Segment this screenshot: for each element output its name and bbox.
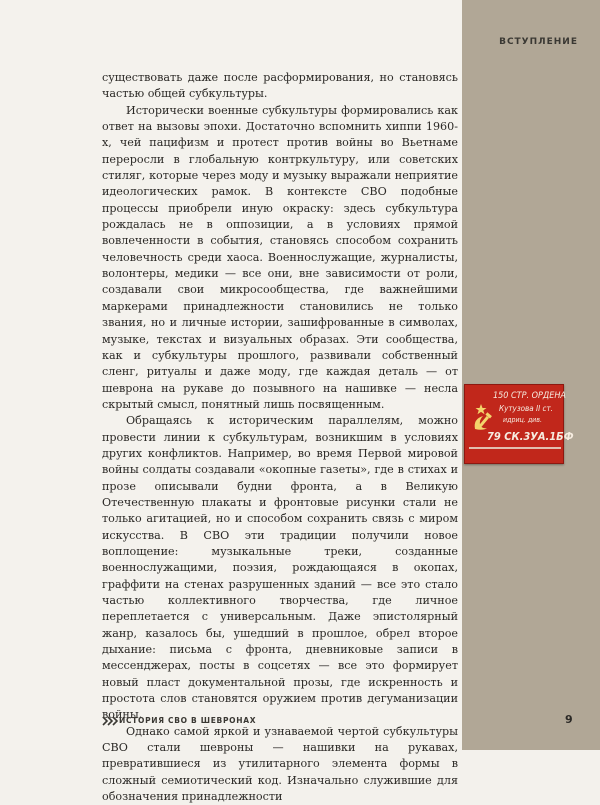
running-title: ИСТОРИЯ СВО В ШЕВРОНАХ (119, 716, 257, 725)
page-number: 9 (565, 713, 573, 726)
hammer-sickle-star-icon (469, 403, 499, 433)
section-label: ВСТУПЛЕНИЕ (499, 37, 578, 47)
paragraph-3: Обращаясь к историческим параллелям, можно провести линии к субкультурам, возникшим в условиях других конфликтов. Например, во время Первой мировой войны солдаты создавали «окопные газеты», где в стихах и прозе описывали будни фронта, а в Великую Отечественную плакаты и фронтовые рисунки стали не только агитацией, но и способом сохранить связь с миром искусства. В СВО эти традиции получили новое воплощение: музыкальные треки, созданные военнослужащими, поэзия, рождающаяся в окопах, граффити на стенах разрушенных зданий — все это стало частью коллективного творчества, где личное переплетается с универсальным. Даже эпистолярный жанр, казалось бы, ушедший в прошлое, обрел второе дыхание: письма с фронта, дневниковые записи в мессенджерах, посты в соцсетях — все это формирует новый пласт документальной прозы, где искренность и простота слов становятся оружием против дегуманизации войны. (102, 414, 458, 722)
banner-text-line-2: Кутузова II ст. (499, 404, 553, 413)
banner-fringe (469, 447, 561, 449)
banner-text-line-1: 150 СТР. ОРДЕНА (493, 391, 566, 401)
body-text (102, 70, 458, 805)
banner-text-line-3: идриц. див. (503, 416, 542, 424)
paragraph-2: Исторически военные субкультуры формировались как ответ на вызовы эпохи. Достаточно вспомнить хиппи 1960-х, чей пацифизм и протест против войны во Вьетнаме переросли в глобальную контркультуру, или советских стиляг, которые через моду и музыку выражали неприятие идеологических рамок. В контексте СВО подобные процессы приобрели иную окраску: здесь субкультура рождалась не в оппозиции, а в условиях прямой вовлеченности в события, становясь способом сохранить человечность среди хаоса. Военнослужащие, журналисты, волонтеры, медики — все они, вне зависимости от роли, создавали свои микросообщества, где важнейшими маркерами принадлежности становились не только звания, но и личные истории, зашифрованные в символах, музыке, текстах и визуальных образах. Эти сообщества, как и субкультуры прошлого, развивали собственный сленг, ритуалы и даже моду, где каждая деталь — от шеврона на рукаве до позывного на нашивке — несла скрытый смысл, понятный лишь посвященным. (102, 103, 458, 411)
paragraph-4: Однако самой яркой и узнаваемой чертой субкультуры СВО стали шевроны — нашивки на рукавах, превратившиеся из утилитарного элемента формы в сложный семиотический код. Изначально служившие для обозначения принадлежности (102, 724, 458, 804)
victory-banner-photo (464, 384, 574, 464)
side-color-strip (462, 0, 600, 750)
banner-text-line-4: 79 СК.3УА.1БФ (487, 430, 574, 443)
paragraph-1: существовать даже после расформирования, но становясь частью общей субкультуры. (102, 71, 458, 101)
